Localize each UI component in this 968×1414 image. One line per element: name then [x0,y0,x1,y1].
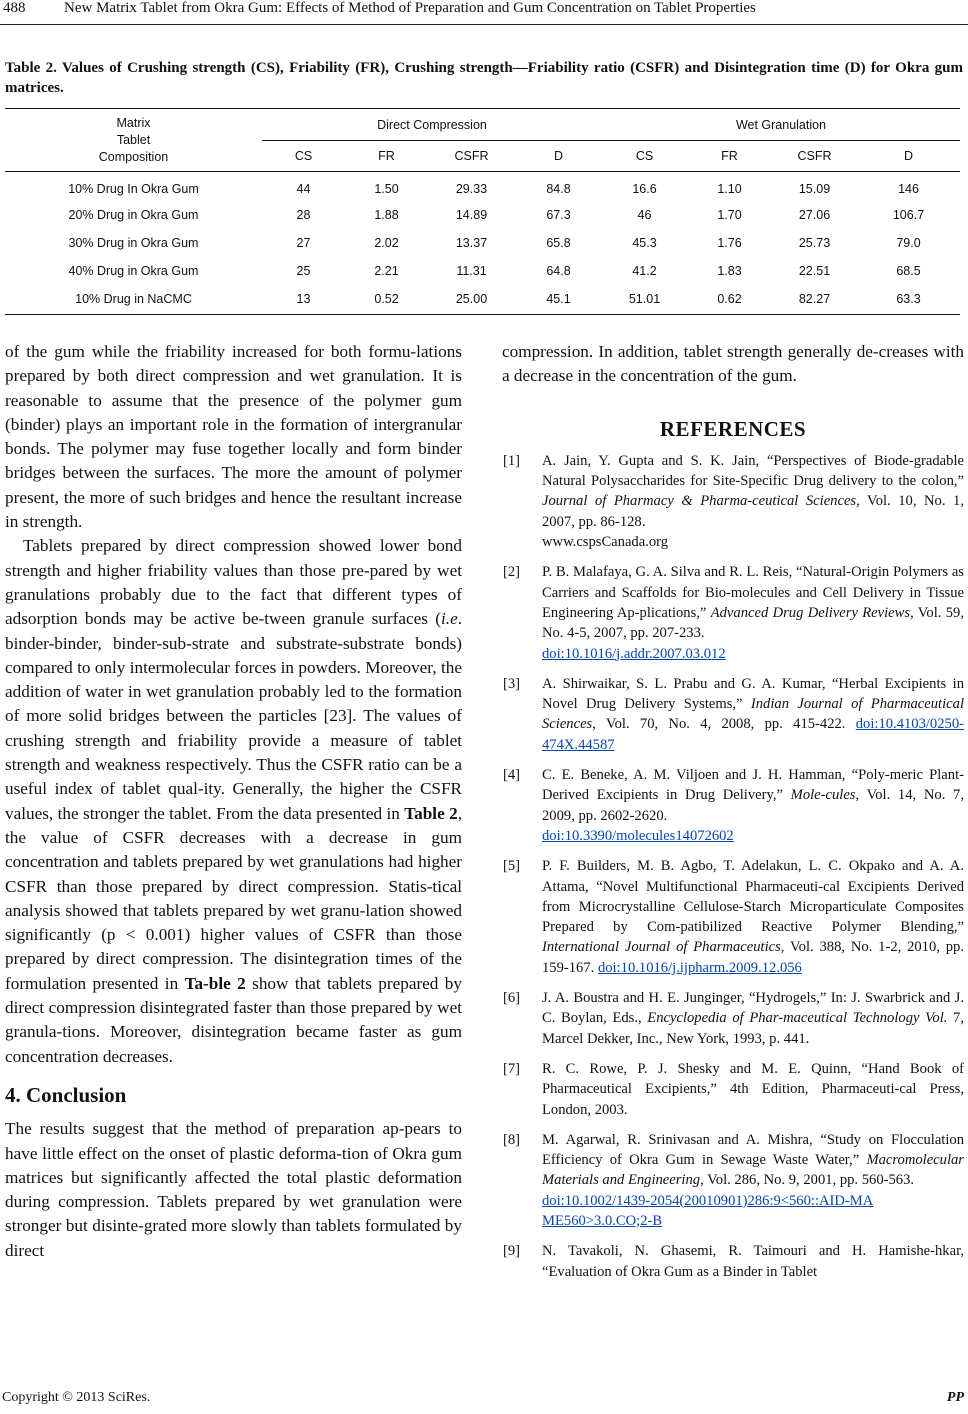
table-cell: 1.10 [717,182,742,197]
reference-text: A. Jain, Y. Gupta and S. K. Jain, “Perspectives of Biode-gradable Natural Polysaccharides for Site-Specific Drug delivery to the colon,” [542,452,964,490]
reference-text: , Vol. 286, No. 9, 2001, pp. 560-563. [700,1172,915,1189]
table-cell: 13.37 [455,235,488,250]
col-header: D [553,149,564,163]
reference-text: N. Tavakoli, N. Ghasemi, R. Taimouri and H. Hamishe-hkar, “Evaluation of Okra Gum as a Binder in Tablet [542,1243,964,1280]
table-cell: 25.00 [455,292,488,307]
text-run: Tablets prepared by direct compression showed lower bond strength and higher friability values than those pre-pared by wet granulations probably due to the fact that different types of adsorption bonds may be active be-tween granule surfaces ( [5,536,462,629]
table-cell: 64.8 [546,263,571,278]
table-reference: Table 2 [404,803,458,823]
doi-link[interactable]: doi:10.1002/1439-2054(20010901)286:9<560::AID-MA ME560>3.0.CO;2-B [542,1192,874,1229]
section-heading: 4. Conclusion [5,1082,127,1107]
col-header: FR [378,149,395,163]
table-cell: 1.88 [374,207,399,222]
table-cell: 45.3 [632,235,657,250]
running-header [0,0,968,24]
reference-text: , Vol. 10, No. 1, 2007, pp. 86-128. [542,493,964,530]
table-cell: 0.52 [374,292,399,307]
table-cell: 68.5 [896,263,921,278]
table-row [5,172,960,201]
doi-link[interactable]: doi:10.3390/molecules14072602 [542,827,734,844]
table-cell: 67.3 [546,207,571,222]
reference-source: Encyclopedia of Phar-maceutical Technology Vol. [647,1010,948,1027]
reference-item [502,765,964,846]
reference-source: Mole-cules [790,787,856,804]
body-paragraph: of the gum while the friability increased for both formu-lations prepared by both direct compression and wet granulation. It is reasonable to assume that the presence of the polymer gum (binder) plays an important role in the formation of intergranular bonds. The polymer may fuse together locally and form binder bridges between the surfaces. The more the amount of polymer present, the more of such bridges and hence the resultant increase in strength. [5,342,462,532]
right-column [502,340,964,1292]
reference-item [502,451,964,552]
row-header-line: Tablet [116,132,151,147]
reference-item [502,856,964,978]
reference-source: Indian Journal of Pharmaceutical Sciences [542,696,964,733]
row-label: 10% Drug In Okra Gum [68,182,199,197]
reference-source: Journal of Pharmacy & Pharma-ceutical Sciences [542,493,857,510]
reference-number: [1] [503,452,521,469]
table-cell: 1.50 [374,182,399,197]
body-paragraph: The results suggest that the method of preparation ap-pears to have little effect on the onset of plastic deforma-tion of Okra gum matrices but significantly affected the total plastic deformation during compression. Tablets prepared by wet granulation were stronger but disinte-grated more slowly than tablets formulated by direct [5,1119,462,1260]
table-cell: 22.51 [798,263,831,278]
reference-item [502,674,964,755]
table-cell: 25 [296,263,311,278]
journal-abbrev: PP [946,1390,964,1405]
col-header: CSFR [454,149,489,163]
table-cell: 84.8 [546,182,571,197]
table-cell: 146 [898,182,919,197]
table-cell: 27 [296,235,311,250]
text-run: . binder-binder, binder-sub-strate and substrate-substrate bonds) compared to only intermolecular forces in powders. Moreover, the addition of water in wet granulation probably led to the formation of more solid bridges between the particles [23]. The values of crushing strength and friability provide a measure of tablet strength and weakness respectively. Thus the CSFR ratio can be a useful index of tablet qual-ity. Generally, the higher the CSFR values, the stronger the tablet. From the data presented in [5,609,462,823]
reference-text: A. Shirwaikar, S. L. Prabu and G. A. Kumar, “Herbal Excipients in Novel Drug Delivery Systems,” [542,675,964,713]
reference-number: [3] [503,675,521,692]
reference-number: [7] [503,1060,521,1077]
reference-text: , Vol. 388, No. 1-2, 2010, pp. 159-167. [542,939,964,976]
table-cell: 11.31 [456,263,487,278]
group-header-direct: Direct Compression [262,109,602,141]
reference-text: , Vol. 70, No. 4, 2008, pp. 415-422. [592,716,856,733]
text-run: , the value of CSFR decreases with a decrease in gum concentration and tablets prepared by wet granulations had higher CSFR than those prepared by direct compression. Statis-tical analysis showed that tablets prepared by wet granu-lation showed significantly (p < 0.001) higher values of CSFR than those prepared by direct compression. The disintegration times of the formulation presented in [5,803,462,993]
reference-source: International Journal of Pharmaceutics [542,939,781,956]
reference-number: [9] [503,1243,521,1260]
references-heading: REFERENCES [659,416,807,441]
table-cell: 1.83 [717,263,742,278]
reference-text: 7, Marcel Dekker, Inc., New York, 1993, p. 441. [542,1010,965,1047]
reference-text: M. Agarwal, R. Srinivasan and A. Mishra, “Study on Flocculation Efficiency of Okra Gum in Sewage Waste Water,” [542,1131,964,1169]
table-cell: 106.7 [892,207,925,222]
reference-source: Macromolecular Materials and Engineering [542,1152,964,1189]
reference-item [502,1059,964,1120]
reference-source: Advanced Drug Delivery Reviews [710,604,911,621]
table-reference: Ta-ble 2 [184,973,246,993]
doi-link[interactable]: doi:10.1016/j.ijpharm.2009.12.056 [597,959,802,976]
table-cell: 0.62 [717,292,742,307]
row-header-line: Matrix [116,115,151,130]
table-cell: 13 [296,292,311,307]
reference-text: , Vol. 14, No. 7, 2009, pp. 2602-2620. [542,787,964,824]
col-header: CSFR [797,149,832,163]
group-header-wet: Wet Granulation [602,109,960,141]
table-cell: 65.8 [546,235,571,250]
table-cell: 16.6 [632,182,657,197]
table-cell: 46 [637,207,652,222]
table-cell: 41.2 [632,263,657,278]
body-paragraph: compression. In addition, tablet strength generally de-creases with a decrease in the concentration of the gum. [502,342,964,386]
reference-item [502,1241,964,1282]
table-row [5,201,960,229]
table-row [5,285,960,315]
page-number: 488 [3,0,26,16]
reference-item [502,562,964,663]
row-label: 40% Drug in Okra Gum [68,263,199,278]
data-table [5,108,960,315]
table-cell: 29.33 [455,182,488,197]
table-cell: 27.06 [798,207,831,222]
reference-text: J. A. Boustra and H. E. Junginger, “Hydrogels,” In: J. Swarbrick and J. C. Boylan, Eds., [542,990,964,1027]
row-header [5,109,262,172]
table-cell: 15.09 [798,182,831,197]
left-column [5,340,462,1263]
row-label: 10% Drug in NaCMC [75,292,192,307]
reference-website: www.cspsCanada.org [542,534,669,551]
reference-text: , Vol. 59, No. 4-5, 2007, pp. 207-233. [542,604,964,642]
table-cell: 1.70 [717,207,742,222]
reference-text: P. F. Builders, M. B. Agbo, T. Adelakun, L. C. Okpako and A. A. Attama, “Novel Multifunctional Pharmaceuti-cal Excipients Derived from Microcrystalline Cellulose-Starch Microparticulate Composites Prepared by Com-patibilized Reactive Polymer Blending,” [542,858,964,936]
doi-link[interactable]: doi:10.4103/0250-474X.44587 [542,716,964,753]
reference-number: [5] [503,858,521,875]
copyright: Copyright © 2013 SciRes. [2,1390,151,1405]
table-cell: 2.02 [374,235,399,250]
running-title: New Matrix Tablet from Okra Gum: Effects of Method of Preparation and Gum Concentration on Tablet Properties [64,0,756,16]
table-cell: 2.21 [374,263,399,278]
table-cell: 25.73 [798,235,831,250]
reference-number: [6] [503,990,521,1007]
col-header: FR [721,149,738,163]
table-row [5,229,960,257]
reference-number: [8] [503,1131,521,1148]
reference-text: C. E. Beneke, A. M. Viljoen and J. H. Hamman, “Poly-meric Plant-Derived Excipients in Drug Delivery,” [542,767,964,804]
col-header: D [903,149,914,163]
table-cell: 1.76 [717,235,742,250]
italic-run: i.e [441,609,458,629]
table-cell: 82.27 [798,292,831,307]
table-caption: Table 2. Values of Crushing strength (CS), Friability (FR), Crushing strength—Friability ratio (CSFR) and Disintegration time (D) for Okra gum matrices. [5,60,963,96]
row-label: 20% Drug in Okra Gum [68,207,199,222]
reference-number: [2] [503,564,521,581]
row-header-line: Composition [98,149,169,164]
row-label: 30% Drug in Okra Gum [68,235,199,250]
table-row [5,257,960,285]
reference-item [502,988,964,1049]
table-cell: 44 [296,182,311,197]
reference-text: P. B. Malafaya, G. A. Silva and R. L. Reis, “Natural-Origin Polymers as Carriers and Scaffolds for Bio-molecules and Cell Delivery in Tissue Engineering Ap-plications,” [542,564,964,621]
doi-link[interactable]: doi:10.1016/j.addr.2007.03.012 [542,645,726,662]
table-cell: 14.89 [455,207,488,222]
table-cell: 28 [296,207,311,222]
reference-item [502,1130,964,1231]
col-header: CS [635,149,654,163]
table-cell: 79.0 [896,235,921,250]
text-run: show that tablets prepared by direct compression disintegrated faster than those prepared by wet granula-tions. Moreover, disintegration became faster as gum concentration decreases. [5,973,462,1066]
table-cell: 51.01 [628,292,661,307]
body-paragraph [5,534,462,1069]
table-cell: 63.3 [896,292,921,307]
reference-number: [4] [503,767,521,784]
reference-list [502,451,964,1282]
header-rule [0,24,968,25]
reference-text: R. C. Rowe, P. J. Shesky and M. E. Quinn, “Hand Book of Pharmaceutical Excipients,” 4th Edition, Pharmaceuti-cal Press, London, 2003. [542,1060,964,1118]
col-header: CS [294,149,313,163]
table-cell: 45.1 [546,292,571,307]
